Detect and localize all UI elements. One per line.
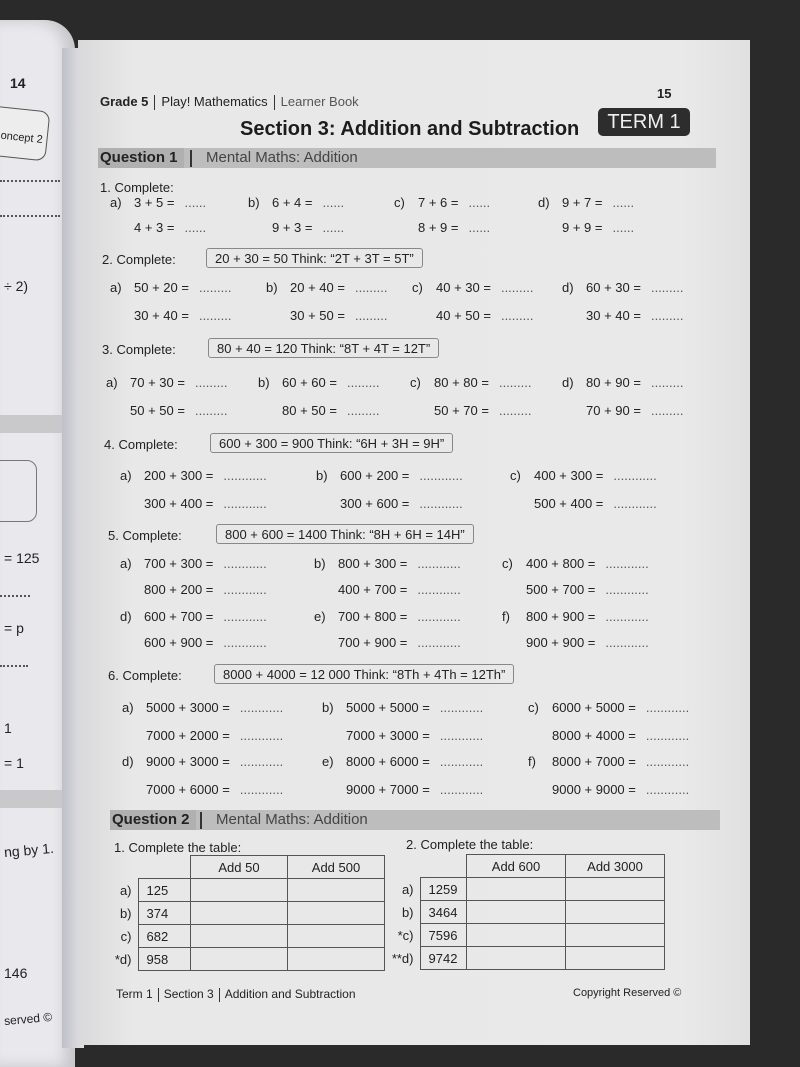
equation: 6000 + 5000 =	[552, 700, 636, 715]
question-label: Question 2	[110, 810, 196, 830]
exercise-item	[314, 609, 461, 624]
table-row	[108, 925, 385, 948]
exercise-item	[314, 556, 461, 571]
answer-cell[interactable]	[288, 902, 385, 925]
exercise-item	[502, 556, 649, 571]
start-value: 374	[138, 902, 191, 925]
table-row	[108, 879, 385, 902]
column-header: Add 3000	[566, 855, 665, 878]
concept-tab: oncept 2	[0, 105, 50, 162]
exercise-item	[120, 496, 267, 511]
answer-blank[interactable]: ............	[419, 468, 463, 483]
exercise-item	[502, 609, 649, 624]
answer-blank[interactable]: .........	[650, 403, 684, 418]
row-letter: b)	[119, 905, 132, 921]
table-2-label: 2. Complete the table:	[406, 837, 534, 852]
row-letter: **d)	[391, 950, 414, 966]
table-row	[390, 878, 665, 901]
exercise-item	[122, 700, 283, 715]
equation: 60 + 60 =	[282, 375, 337, 390]
item-letter: d)	[120, 609, 132, 624]
equation: 700 + 900 =	[338, 635, 408, 650]
page-number: 15	[657, 86, 672, 101]
exercise-item	[394, 220, 490, 235]
answer-blank[interactable]: ......	[612, 220, 635, 235]
item-letter: f)	[502, 609, 510, 624]
exercise-item	[410, 375, 531, 390]
equation: 20 + 40 =	[290, 280, 345, 295]
answer-blank[interactable]: ............	[223, 635, 267, 650]
item-letter: b)	[248, 195, 260, 210]
table-row	[108, 948, 385, 971]
question-topic: Mental Maths: Addition	[206, 149, 358, 166]
item-letter: b)	[322, 700, 334, 715]
exercise-item	[316, 468, 463, 483]
exercise-item	[120, 468, 267, 483]
exercise-item	[110, 220, 206, 235]
think-hint-box: 8000 + 4000 = 12 000 Think: “8Th + 4Th = 12Th”	[214, 664, 514, 684]
worksheet-page	[78, 40, 750, 1045]
equation: 8 + 9 =	[418, 220, 459, 235]
left-fragment: = 1	[4, 755, 24, 771]
answer-blank[interactable]: .........	[346, 375, 380, 390]
table-row	[108, 902, 385, 925]
answer-blank[interactable]: ......	[184, 220, 207, 235]
answer-blank[interactable]: ............	[239, 754, 284, 769]
answer-blank[interactable]: .........	[498, 403, 532, 418]
item-letter: d)	[122, 754, 134, 769]
start-value: 682	[138, 925, 191, 948]
answer-blank[interactable]: ............	[223, 556, 267, 571]
answer-blank[interactable]: ............	[605, 609, 649, 624]
start-value: 125	[138, 879, 191, 902]
equation: 9 + 9 =	[562, 220, 603, 235]
row-letter: *d)	[114, 951, 132, 967]
equation: 7000 + 6000 =	[146, 782, 230, 797]
equation: 80 + 80 =	[434, 375, 489, 390]
exercise-item	[528, 700, 689, 715]
answer-blank[interactable]: ............	[239, 782, 284, 797]
exercise-item	[106, 375, 227, 390]
equation: 500 + 400 =	[534, 496, 604, 511]
column-header: Add 500	[288, 856, 385, 879]
equation: 50 + 50 =	[130, 403, 185, 418]
answer-blank[interactable]: .........	[354, 280, 388, 295]
exercise-label: 5. Complete:	[108, 528, 182, 543]
question-1-header	[98, 148, 716, 168]
start-value: 958	[138, 948, 191, 971]
column-header: Add 600	[467, 855, 566, 878]
answer-blank[interactable]: ......	[184, 195, 207, 210]
equation: 6 + 4 =	[272, 195, 313, 210]
item-letter: c)	[502, 556, 513, 571]
item-letter: c)	[510, 468, 521, 483]
item-letter: a)	[120, 468, 132, 483]
left-fragment: served ©	[3, 1009, 53, 1029]
answer-blank[interactable]: ............	[417, 635, 461, 650]
answer-blank[interactable]: ............	[645, 728, 690, 743]
equation: 500 + 700 =	[526, 582, 596, 597]
answer-blank[interactable]: ......	[612, 195, 635, 210]
start-value: 9742	[420, 947, 467, 970]
exercise-item	[266, 280, 387, 295]
item-letter: a)	[120, 556, 132, 571]
answer-line	[0, 595, 30, 597]
equation: 800 + 900 =	[526, 609, 596, 624]
answer-blank[interactable]: ............	[239, 700, 284, 715]
equation: 600 + 700 =	[144, 609, 214, 624]
equation: 300 + 400 =	[144, 496, 214, 511]
answer-blank[interactable]: ............	[419, 496, 463, 511]
item-letter: c)	[528, 700, 539, 715]
equation: 30 + 40 =	[134, 308, 189, 323]
exercise-item	[502, 635, 649, 650]
equation: 5000 + 5000 =	[346, 700, 430, 715]
equation: 400 + 700 =	[338, 582, 408, 597]
row-letter: b)	[401, 904, 414, 920]
exercise-item	[258, 375, 379, 390]
equation: 4 + 3 =	[134, 220, 175, 235]
answer-blank[interactable]: .........	[500, 308, 534, 323]
exercise-item	[110, 195, 206, 210]
left-box	[0, 460, 37, 522]
answer-blank[interactable]: ............	[223, 582, 267, 597]
answer-cell[interactable]	[566, 947, 665, 970]
footer-section: Section 3	[163, 987, 214, 1001]
answer-blank[interactable]: ......	[468, 220, 491, 235]
exercise-item	[120, 635, 267, 650]
answer-blank[interactable]: .........	[500, 280, 534, 295]
answer-cell[interactable]	[566, 878, 665, 901]
exercise-item	[538, 220, 634, 235]
answer-blank[interactable]: ............	[605, 635, 649, 650]
think-hint-box: 800 + 600 = 1400 Think: “8H + 6H = 14H”	[216, 524, 474, 544]
think-hint-box: 20 + 30 = 50 Think: “2T + 3T = 5T”	[206, 248, 423, 268]
equation: 600 + 900 =	[144, 635, 214, 650]
equation: 800 + 300 =	[338, 556, 408, 571]
answer-blank[interactable]: ............	[645, 754, 690, 769]
answer-blank[interactable]: ......	[322, 220, 345, 235]
exercise-item	[120, 582, 267, 597]
item-letter: b)	[316, 468, 328, 483]
item-letter: b)	[266, 280, 278, 295]
left-fragment: ng by 1.	[3, 839, 55, 861]
think-hint-box: 600 + 300 = 900 Think: “6H + 3H = 9H”	[210, 433, 453, 453]
answer-blank[interactable]: ............	[223, 609, 267, 624]
answer-blank[interactable]: ............	[645, 782, 690, 797]
equation: 9000 + 7000 =	[346, 782, 430, 797]
add-table-1	[108, 855, 385, 971]
equation: 80 + 50 =	[282, 403, 337, 418]
equation: 900 + 900 =	[526, 635, 596, 650]
exercise-item	[110, 280, 231, 295]
exercise-item	[410, 403, 531, 418]
equation: 50 + 70 =	[434, 403, 489, 418]
section-title: Section 3: Addition and Subtraction	[240, 118, 580, 140]
table-row	[390, 924, 665, 947]
term-badge: TERM 1	[598, 108, 690, 136]
item-letter: d)	[562, 375, 574, 390]
exercise-item	[248, 220, 344, 235]
answer-cell[interactable]	[467, 924, 566, 947]
left-page-number: 14	[10, 75, 26, 91]
answer-blank[interactable]: ......	[322, 195, 345, 210]
add-table-2	[390, 854, 665, 970]
answer-cell[interactable]	[288, 879, 385, 902]
answer-blank[interactable]: .........	[498, 375, 532, 390]
equation: 600 + 200 =	[340, 468, 410, 483]
answer-cell[interactable]	[566, 901, 665, 924]
equation: 3 + 5 =	[134, 195, 175, 210]
exercise-item	[394, 195, 490, 210]
question-2-header	[110, 810, 720, 830]
item-letter: a)	[122, 700, 134, 715]
answer-blank[interactable]: .........	[198, 308, 232, 323]
answer-blank[interactable]: ............	[417, 582, 461, 597]
answer-blank[interactable]: .........	[346, 403, 380, 418]
equation: 8000 + 6000 =	[346, 754, 430, 769]
equation: 30 + 40 =	[586, 308, 641, 323]
exercise-item	[120, 609, 267, 624]
equation: 40 + 50 =	[436, 308, 491, 323]
exercise-label: 6. Complete:	[108, 668, 182, 683]
equation: 30 + 50 =	[290, 308, 345, 323]
answer-blank[interactable]: ............	[439, 782, 484, 797]
answer-blank[interactable]: ............	[223, 468, 267, 483]
exercise-item	[510, 468, 657, 483]
exercise-item	[502, 582, 649, 597]
exercise-item	[562, 375, 683, 390]
answer-blank[interactable]: ............	[417, 556, 461, 571]
answer-blank[interactable]: ............	[613, 468, 657, 483]
equation: 700 + 300 =	[144, 556, 214, 571]
equation: 70 + 90 =	[586, 403, 641, 418]
exercise-item	[122, 728, 283, 743]
answer-blank[interactable]: .........	[198, 280, 232, 295]
answer-blank[interactable]: ............	[439, 728, 484, 743]
exercise-item	[258, 403, 379, 418]
item-letter: a)	[110, 280, 122, 295]
item-letter: b)	[258, 375, 270, 390]
answer-cell[interactable]	[566, 924, 665, 947]
equation: 400 + 800 =	[526, 556, 596, 571]
exercise-item	[528, 754, 689, 769]
exercise-item	[314, 635, 461, 650]
equation: 800 + 200 =	[144, 582, 214, 597]
exercise-item	[248, 195, 344, 210]
answer-blank[interactable]: ............	[417, 609, 461, 624]
exercise-item	[316, 496, 463, 511]
row-letter: c)	[120, 928, 132, 944]
equation: 9 + 3 =	[272, 220, 313, 235]
answer-line	[0, 215, 60, 217]
table-row	[390, 947, 665, 970]
left-fragment: 146	[4, 965, 28, 981]
exercise-label: 3. Complete:	[102, 342, 176, 357]
exercise-item	[122, 782, 283, 797]
exercise-label: 4. Complete:	[104, 437, 178, 452]
equation: 40 + 30 =	[436, 280, 491, 295]
row-letter: a)	[119, 882, 132, 898]
page-footer	[116, 987, 356, 1002]
answer-blank[interactable]: ............	[605, 582, 649, 597]
left-fragment: = p	[4, 620, 24, 636]
equation: 70 + 30 =	[130, 375, 185, 390]
start-value: 7596	[420, 924, 467, 947]
answer-cell[interactable]	[191, 948, 288, 971]
answer-cell[interactable]	[191, 925, 288, 948]
question-label: Question 1	[98, 148, 184, 168]
item-letter: c)	[394, 195, 405, 210]
answer-cell[interactable]	[288, 948, 385, 971]
equation: 8000 + 4000 =	[552, 728, 636, 743]
answer-blank[interactable]: ............	[439, 700, 484, 715]
answer-cell[interactable]	[467, 901, 566, 924]
exercise-item	[412, 280, 533, 295]
equation: 50 + 20 =	[134, 280, 189, 295]
item-letter: b)	[314, 556, 326, 571]
start-value: 1259	[420, 878, 467, 901]
item-letter: d)	[562, 280, 574, 295]
equation: 80 + 90 =	[586, 375, 641, 390]
think-hint-box: 80 + 40 = 120 Think: “8T + 4T = 12T”	[208, 338, 439, 358]
left-fragment: = 125	[4, 550, 40, 566]
exercise-item	[528, 782, 689, 797]
answer-cell[interactable]	[288, 925, 385, 948]
item-letter: a)	[110, 195, 122, 210]
item-letter: d)	[538, 195, 550, 210]
table-1-label: 1. Complete the table:	[114, 840, 242, 855]
answer-blank[interactable]: ............	[613, 496, 657, 511]
exercise-item	[120, 556, 267, 571]
exercise-item	[562, 280, 683, 295]
grade-label: Grade 5	[100, 94, 149, 109]
answer-line	[0, 180, 60, 182]
answer-line	[0, 665, 28, 667]
left-fragment: 1	[4, 720, 12, 736]
answer-cell[interactable]	[191, 902, 288, 925]
series-label: Play! Mathematics	[161, 94, 268, 109]
answer-blank[interactable]: ............	[645, 700, 690, 715]
row-letter: *c)	[397, 927, 414, 943]
equation: 9 + 7 =	[562, 195, 603, 210]
equation: 5000 + 3000 =	[146, 700, 230, 715]
exercise-item	[106, 403, 227, 418]
answer-blank[interactable]: .........	[650, 375, 684, 390]
equation: 8000 + 7000 =	[552, 754, 636, 769]
answer-blank[interactable]: .........	[194, 375, 228, 390]
equation: 400 + 300 =	[534, 468, 604, 483]
exercise-item	[322, 728, 483, 743]
exercise-label: 1. Complete:	[100, 180, 174, 195]
column-header: Add 50	[191, 856, 288, 879]
exercise-item	[322, 700, 483, 715]
row-letter: a)	[401, 881, 414, 897]
exercise-item	[562, 403, 683, 418]
exercise-item	[266, 308, 387, 323]
answer-blank[interactable]: ............	[239, 728, 284, 743]
exercise-item	[110, 308, 231, 323]
equation: 7 + 6 =	[418, 195, 459, 210]
equation: 300 + 600 =	[340, 496, 410, 511]
equation: 7000 + 3000 =	[346, 728, 430, 743]
left-fragment: ÷ 2)	[4, 278, 29, 294]
answer-blank[interactable]: ............	[605, 556, 649, 571]
exercise-item	[412, 308, 533, 323]
item-letter: e)	[314, 609, 326, 624]
answer-blank[interactable]: ............	[439, 754, 484, 769]
book-label: Learner Book	[280, 94, 359, 109]
item-letter: f)	[528, 754, 536, 769]
item-letter: c)	[412, 280, 423, 295]
item-letter: e)	[322, 754, 334, 769]
exercise-item	[122, 754, 283, 769]
equation: 7000 + 2000 =	[146, 728, 230, 743]
exercise-item	[314, 582, 461, 597]
answer-blank[interactable]: ......	[468, 195, 491, 210]
answer-blank[interactable]: .........	[650, 308, 684, 323]
answer-cell[interactable]	[467, 947, 566, 970]
exercise-item	[322, 782, 483, 797]
answer-cell[interactable]	[467, 878, 566, 901]
equation: 9000 + 3000 =	[146, 754, 230, 769]
footer-topic: Addition and Subtraction	[224, 987, 356, 1001]
item-letter: a)	[106, 375, 118, 390]
exercise-item	[510, 496, 657, 511]
item-letter: c)	[410, 375, 421, 390]
table-row	[390, 901, 665, 924]
exercise-item	[562, 308, 683, 323]
exercise-item	[322, 754, 483, 769]
book-header	[100, 94, 359, 110]
copyright: Copyright Reserved ©	[573, 987, 682, 999]
equation: 9000 + 9000 =	[552, 782, 636, 797]
answer-blank[interactable]: .........	[194, 403, 228, 418]
equation: 200 + 300 =	[144, 468, 214, 483]
answer-blank[interactable]: ............	[223, 496, 267, 511]
exercise-item	[538, 195, 634, 210]
answer-blank[interactable]: .........	[650, 280, 684, 295]
answer-cell[interactable]	[191, 879, 288, 902]
question-topic: Mental Maths: Addition	[216, 811, 368, 828]
equation: 60 + 30 =	[586, 280, 641, 295]
exercise-label: 2. Complete:	[102, 252, 176, 267]
exercise-item	[528, 728, 689, 743]
footer-term: Term 1	[116, 987, 153, 1001]
equation: 700 + 800 =	[338, 609, 408, 624]
answer-blank[interactable]: .........	[354, 308, 388, 323]
start-value: 3464	[420, 901, 467, 924]
